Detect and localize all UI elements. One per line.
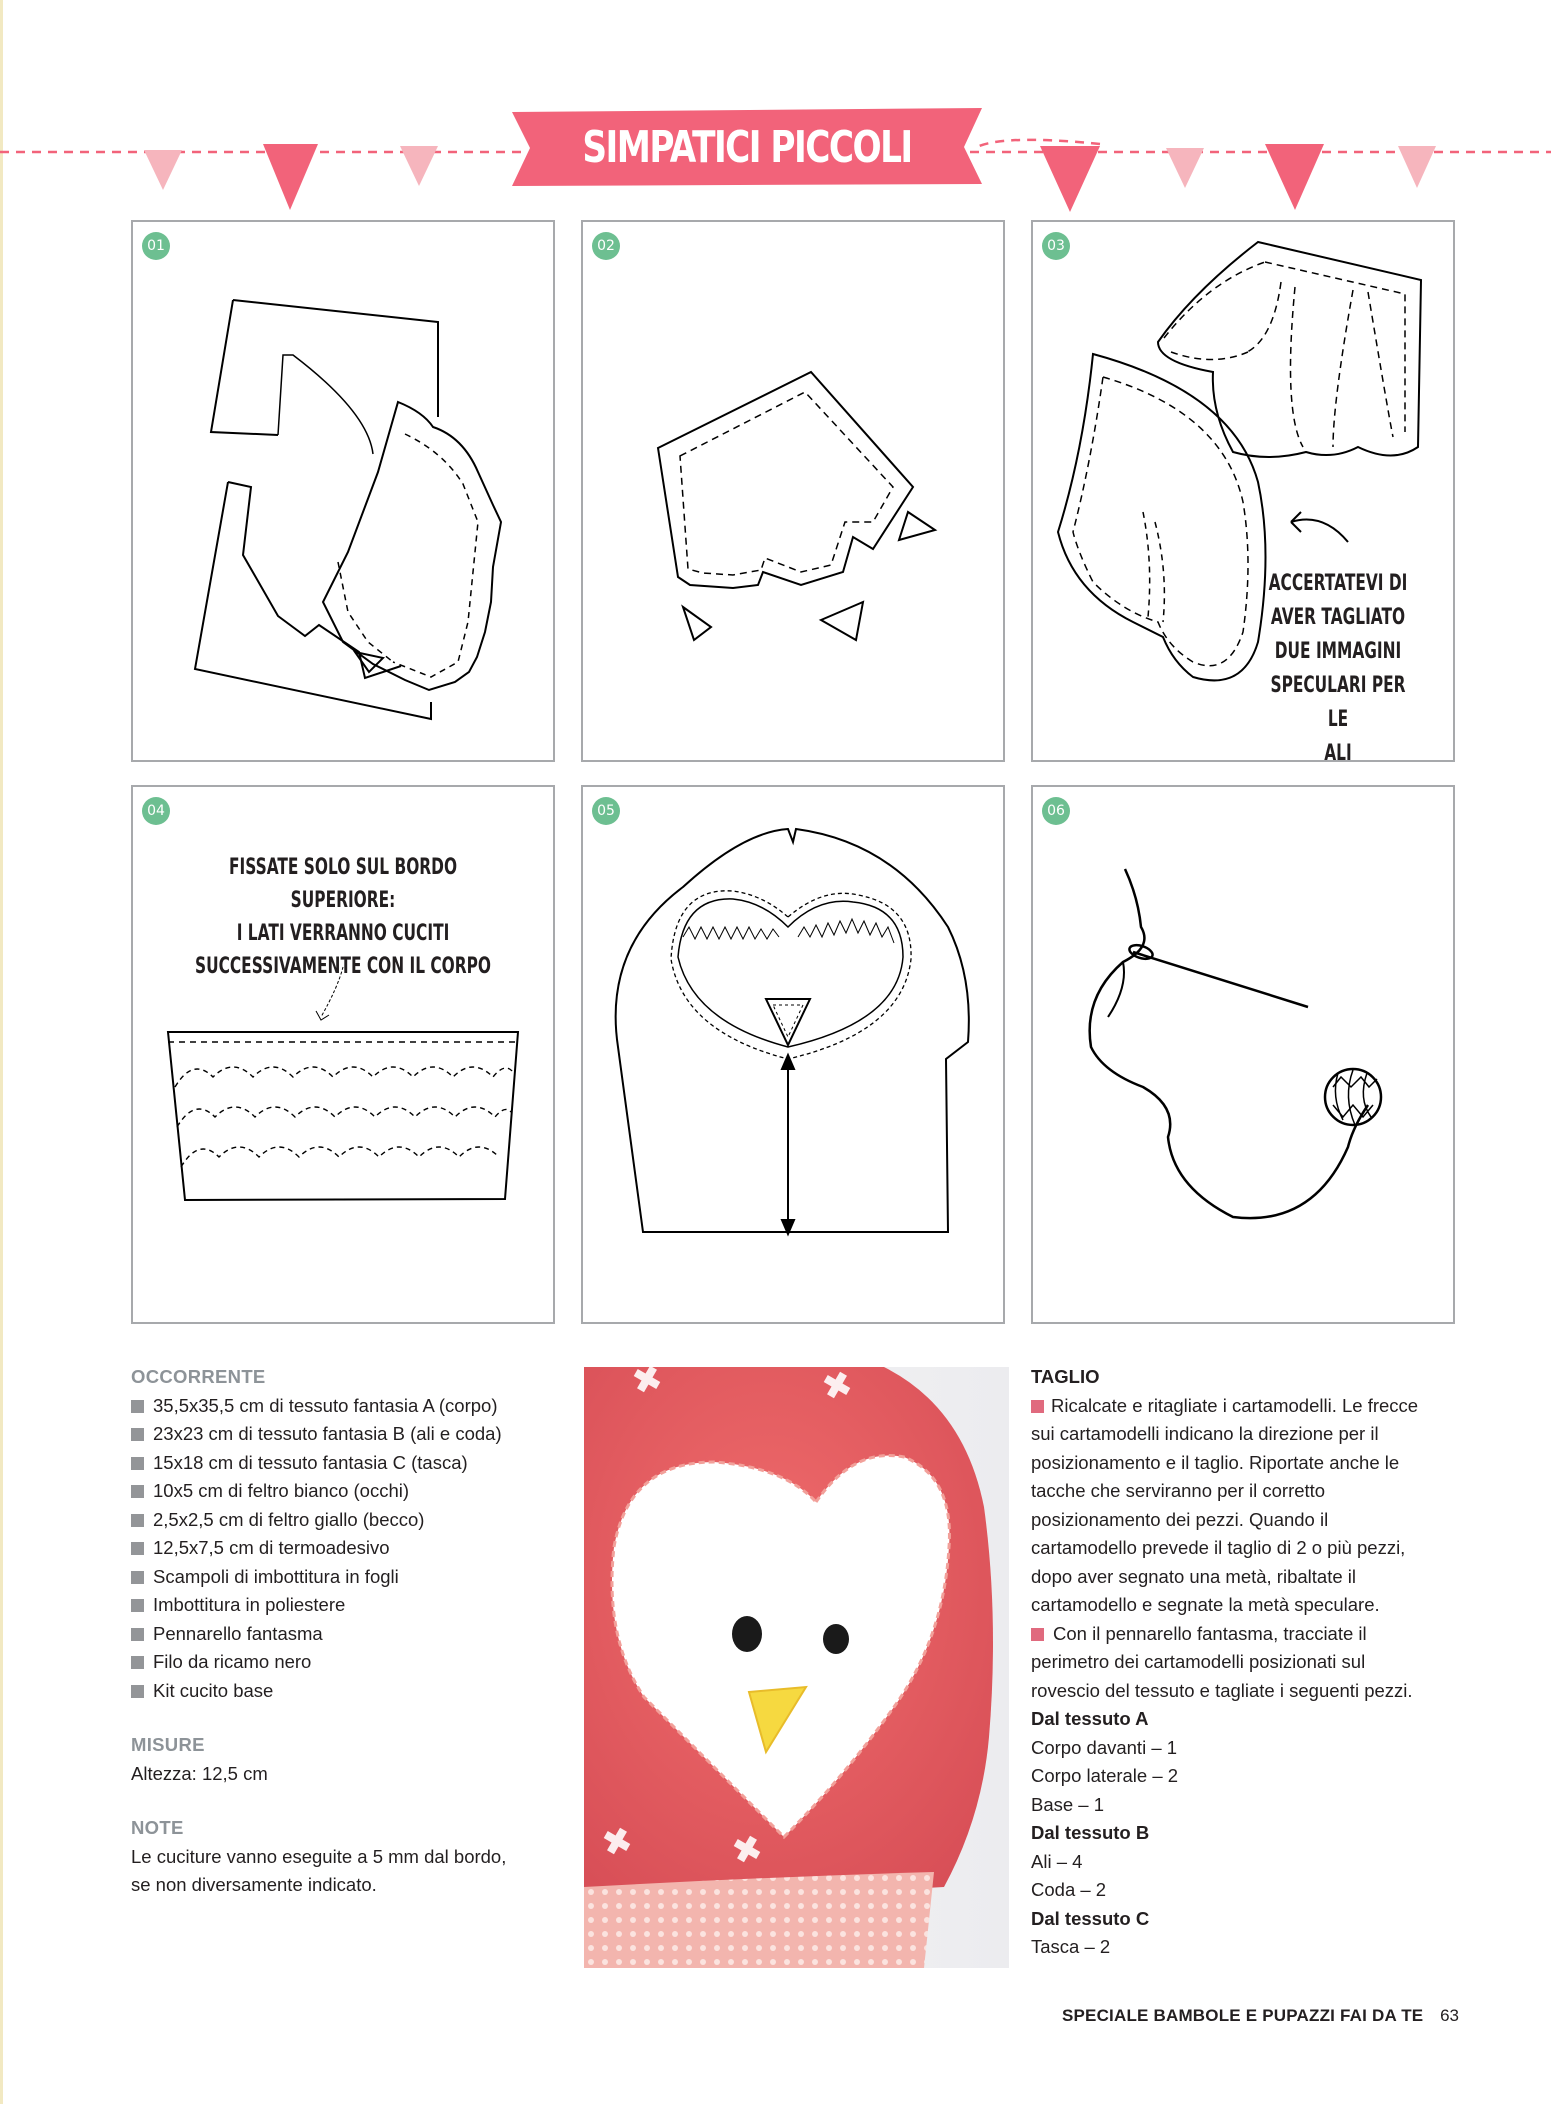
note-line: Le cuciture vanno eseguite a 5 mm dal bordo, (131, 1845, 507, 1867)
list-item: Filo da ricamo nero (131, 1648, 571, 1677)
page-footer (1062, 2006, 1459, 2026)
bullet-square (131, 1457, 144, 1470)
step-06-illustration (1033, 787, 1453, 1322)
step-04-illustration (133, 787, 553, 1322)
group-title: Dal tessuto C (1031, 1907, 1150, 1929)
taglio-section (1031, 1363, 1461, 1962)
list-item: Kit cucito base (131, 1677, 571, 1706)
list-item: 2,5x2,5 cm di feltro giallo (becco) (131, 1506, 571, 1535)
list-item: 10x5 cm di feltro bianco (occhi) (131, 1477, 571, 1506)
taglio-heading: TAGLIO (1031, 1366, 1100, 1387)
bullet-square (131, 1685, 144, 1698)
pennant-6 (1265, 144, 1324, 210)
step-number: 03 (1042, 232, 1070, 260)
step-05-illustration (583, 787, 1003, 1322)
list-item: Scampoli di imbottitura in fogli (131, 1563, 571, 1592)
occorrente-heading: OCCORRENTE (131, 1366, 266, 1387)
taglio-paragraph: Con il pennarello fantasma, tracciate il perimetro dei cartamodelli posizionati sul rovescio del tessuto e tagliate i seguenti pezzi. (1031, 1622, 1413, 1701)
pennant-1 (144, 150, 182, 190)
page-title: SIMPATICI PICCOLI (582, 122, 912, 173)
bullet-square (131, 1628, 144, 1641)
pennant-3 (400, 146, 438, 186)
bullet-square (131, 1428, 144, 1441)
step-02-illustration (583, 222, 1003, 760)
group-title: Dal tessuto A (1031, 1708, 1149, 1729)
note-line: se non diversamente indicato. (131, 1874, 377, 1895)
note-heading: NOTE (131, 1817, 184, 1838)
pennant-5 (1166, 148, 1204, 188)
step-01-illustration (133, 222, 553, 760)
pennant-4 (1040, 146, 1100, 212)
bullet-square (131, 1485, 144, 1498)
owl-photo (584, 1367, 1009, 1968)
bullet-square (131, 1656, 144, 1669)
step-panel-04 (131, 785, 555, 1324)
pennant-2 (263, 144, 318, 210)
step-number: 04 (142, 797, 170, 825)
step-panel-01 (131, 220, 555, 762)
cut-item: Ali – 4 (1031, 1850, 1083, 1872)
list-item: 12,5x7,5 cm di termoadesivo (131, 1534, 571, 1563)
bullet-square (131, 1514, 144, 1527)
cut-item: Corpo davanti – 1 (1031, 1736, 1178, 1758)
step-04-note: FISSATE SOLO SUL BORDO SUPERIORE: I LATI VERRANNO CUCITI SUCCESSIVAMENTE CON IL CORPO (194, 855, 492, 979)
step-panel-03 (1031, 220, 1455, 766)
step-number: 02 (592, 232, 620, 260)
cut-item: Base – 1 (1031, 1793, 1105, 1815)
misure-text: Altezza: 12,5 cm (131, 1762, 268, 1784)
page-number: 63 (1440, 2006, 1459, 2025)
step-panel-06 (1031, 785, 1455, 1324)
bullet-square (1031, 1400, 1044, 1413)
step-number: 01 (142, 232, 170, 260)
pennant-7 (1398, 146, 1436, 188)
bullet-square (131, 1571, 144, 1584)
bullet-square (131, 1400, 144, 1413)
taglio-paragraph: Ricalcate e ritagliate i cartamodelli. Le frecce sui cartamodelli indicano la direzione per il posizionamento e il taglio. Riportate anche le tacche che serviranno per il corretto posizionamento dei pezzi. Quando il cartamodello prevede il taglio di 2 o più pezzi, dopo aver segnato una metà, ribaltate il cartamodello e segnate la metà speculare. (1031, 1394, 1419, 1615)
step-number: 05 (592, 797, 620, 825)
list-item: Imbottitura in poliestere (131, 1591, 571, 1620)
step-number: 06 (1042, 797, 1070, 825)
step-03-note: ACCERTATEVI DI AVER TAGLIATO DUE IMMAGINI SPECULARI PER LE ALI (1268, 571, 1408, 766)
publication-name: SPECIALE BAMBOLE E PUPAZZI FAI DA TE (1061, 2006, 1424, 2025)
misure-heading: MISURE (131, 1734, 205, 1755)
bullet-square (131, 1599, 144, 1612)
cut-item: Corpo laterale – 2 (1031, 1765, 1179, 1786)
group-title: Dal tessuto B (1031, 1822, 1150, 1843)
list-item: 35,5x35,5 cm di tessuto fantasia A (corpo) (131, 1392, 571, 1421)
cut-item: Tasca – 2 (1031, 1936, 1111, 1957)
list-item: Pennarello fantasma (131, 1620, 571, 1649)
list-item: 23x23 cm di tessuto fantasia B (ali e coda) (131, 1420, 571, 1449)
list-item: 15x18 cm di tessuto fantasia C (tasca) (131, 1449, 571, 1478)
step-panel-05 (581, 785, 1005, 1324)
bullet-square (1031, 1628, 1044, 1641)
bullet-square (131, 1542, 144, 1555)
step-panel-02 (581, 220, 1005, 762)
page-edge (0, 0, 3, 2104)
occorrente-section (131, 1363, 571, 1900)
cut-item: Coda – 2 (1031, 1879, 1107, 1900)
